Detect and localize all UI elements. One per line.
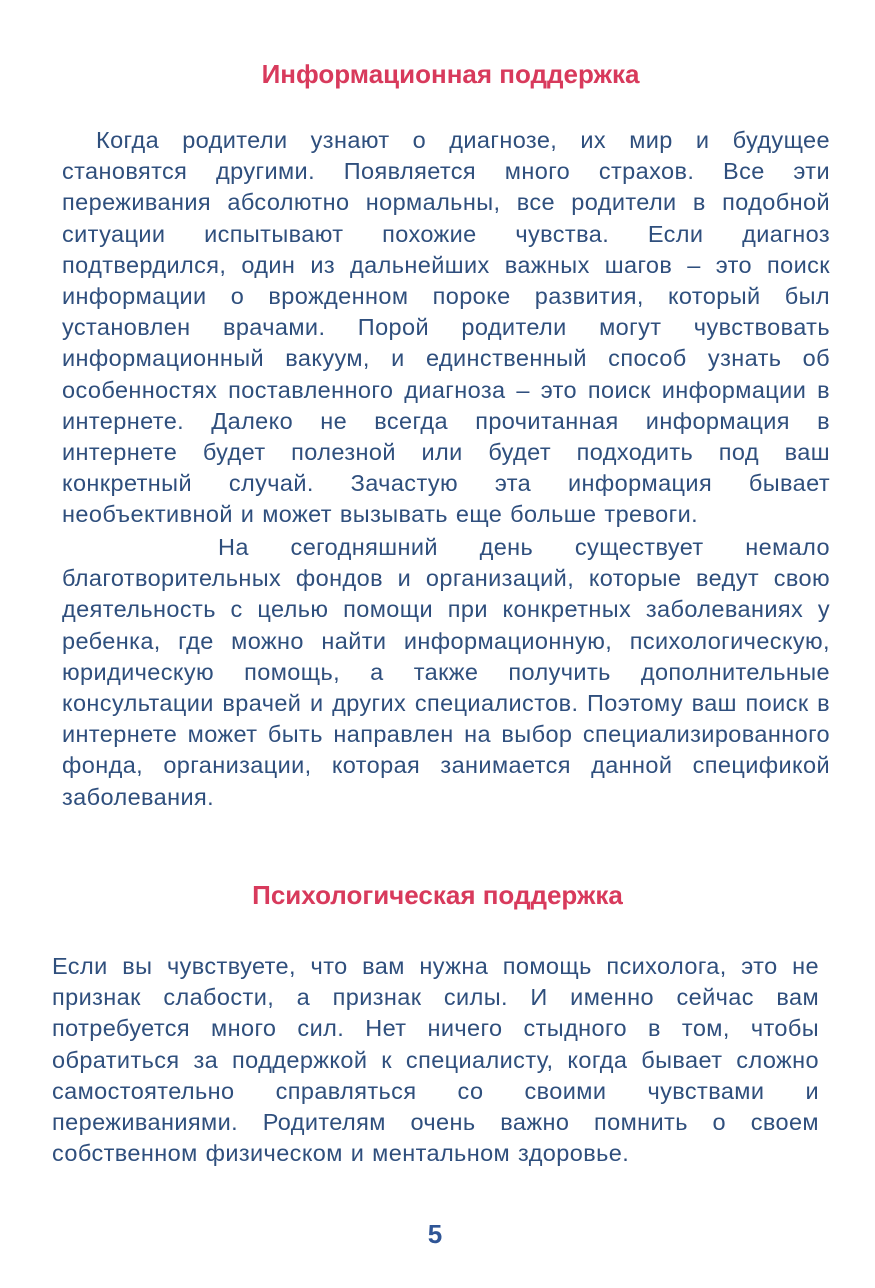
paragraph-information-2: На сегодняшний день существует немало благотворительных фондов и организаций, которые ведут свою деятельность с целью помощи при конкретных заболеваниях у ребенка, где можно найти информационную, психологическую, юридическую помощь, а также получить дополнительные консультации врачей и других специалистов. Поэтому ваш поиск в интернете может быть направлен на выбор специализированного фонда, организации, которая занимается данной спецификой заболевания. [62, 534, 830, 810]
section-title-psychological-support: Психологическая поддержка [252, 880, 623, 910]
paragraph-psychological-1: Если вы чувствуете, что вам нужна помощь психолога, это не признак слабости, а признак силы. И именно сейчас вам потребуется много сил. Нет ничего стыдного в том, чтобы обратиться за поддержкой к специалисту, когда бывает сложно самостоятельно справляться со своими чувствами и переживаниями. Родителям очень важно помнить о своем собственном физическом и ментальном здоровье. [52, 953, 819, 1167]
page-number: 5 [427, 1219, 443, 1249]
section-title-information-support: Информационная поддержка [261, 59, 640, 89]
paragraph-information-1: Когда родители узнают о диагнозе, их мир и будущее становятся другими. Появляется много страхов. Все эти переживания абсолютно нормальны, все родители в подобной ситуации испытывают похожие чувства. Если диагноз подтвердился, один из дальнейших важных шагов – это поиск информации о врожденном пороке развития, который был установлен врачами. Порой родители могут чувствовать информационный вакуум, и единственный способ узнать об особенностях поставленного диагноза – это поиск информации в интернете. Далеко не всегда прочитанная информация в интернете будет полезной или будет подходить под ваш конкретный случай. Зачастую эта информация бывает необъективной и может вызывать еще больше тревоги. [62, 127, 830, 528]
